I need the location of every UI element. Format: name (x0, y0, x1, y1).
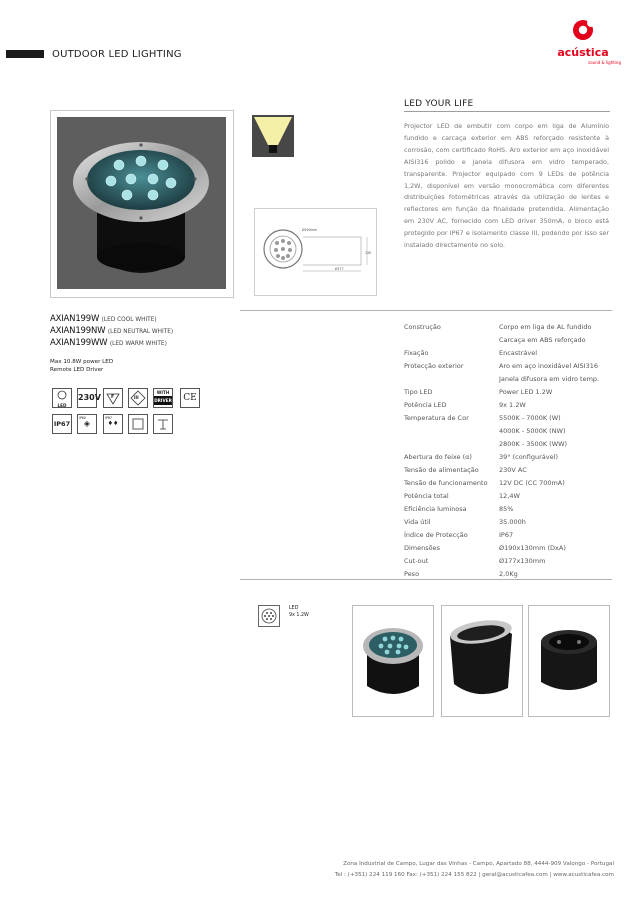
brand-name: acústica (557, 46, 609, 59)
led-icon: LED (52, 388, 72, 408)
thumbnail-side-view (441, 605, 523, 717)
spec-row: Potência total 12,4W (404, 492, 520, 500)
spec-row: Fixação Encastrável (404, 349, 538, 357)
divider-upper (240, 310, 612, 311)
page-category-title: OUTDOOR LED LIGHTING (52, 49, 182, 60)
ce-mark-icon: CE (180, 388, 200, 408)
recessed-mount-icon (128, 414, 148, 434)
ip67-water-icon: IP67 ♦♦ (103, 414, 123, 434)
ground-install-icon (153, 414, 173, 434)
spec-row: Tensão de alimentação 230V AC (404, 466, 527, 474)
spec-row: Dimensões Ø190x130mm (DxA) (404, 544, 566, 552)
led-config-text: LED 9x 1.2W (289, 606, 309, 618)
section-title-rule (404, 111, 610, 112)
thumbnail-front-view (352, 605, 434, 717)
extra-line-power: Max 10.8W power LED (50, 359, 114, 365)
spec-row: Vida útil 35.000h (404, 518, 526, 526)
model-extra-info (50, 358, 113, 374)
ip60-icon: IP60 ◈ (77, 414, 97, 434)
footer-address: Zona Industrial de Campo, Lugar das Vinhas - Campo, Apartado 88, 4444-909 Valongo - Portugal (343, 861, 614, 867)
dimension-height: 130 (365, 251, 372, 255)
spec-row: Construção Corpo em liga de AL fundido Carcaça em ABS reforçado (404, 323, 592, 344)
model-list (50, 314, 240, 350)
voltage-icon: 230V (77, 388, 97, 408)
led-config-icon (258, 605, 280, 627)
dimension-cutout: Ø177 (335, 267, 344, 271)
model-item: AXIAN199NW (LED NEUTRAL WHITE) (50, 326, 174, 336)
spec-row: Potência LED 9x 1.2W (404, 401, 526, 409)
brand-tagline: sound & lighting (588, 60, 621, 65)
product-description: Projector LED de embutir com corpo em liga de Alumínio fundido e carcaça exterior em ABS reforçado resistente à corrosão, com certificado RoHS. Aro exterior em aço inoxidável AISI316 polido e janela difusora em vidro temperado, transparente. Projector equipado com 9 LEDs de potência 1,2W, disponível em versão monocromática com diferentes distribuições fotométricas através da utilização de lentes e reflectores em função da finalidade pretendida. Alimentação em 230V AC, fornecido com LED driver 350mA, o bloco está protegido por IP67 e isolamento classe III, podendo por isso ser instalado directamente no solo. (404, 122, 609, 250)
model-item: AXIAN199W (LED COOL WHITE) (50, 314, 157, 324)
with-driver-icon: WITH DRIVER (153, 388, 173, 408)
extra-line-driver: Remote LED Driver (50, 367, 104, 373)
model-item: AXIAN199WW (LED WARM WHITE) (50, 338, 167, 348)
header-bar (6, 50, 44, 58)
spec-row: Abertura do feixe (α) 39° (configurável) (404, 453, 558, 461)
spec-row: Peso 2,0Kg (404, 570, 518, 578)
spec-row: Cut-out Ø177x130mm (404, 557, 546, 565)
dimension-drawing (254, 208, 377, 296)
beam-angle-icon (252, 115, 294, 157)
spec-table (404, 321, 612, 581)
spec-row: Tensão de funcionamento 12V DC (CC 700mA) (404, 479, 565, 487)
dimension-diameter: Ø190mm (302, 228, 317, 232)
spec-row: Índice de Protecção IP67 (404, 531, 514, 539)
product-photo-frame (50, 110, 234, 298)
spec-row: Tipo LED Power LED 1.2W (404, 388, 553, 396)
spec-row: Protecção exterior Aro em aço inoxidável AISI316 Janela difusora em vidro temp. (404, 362, 600, 383)
spec-row: Temperatura de Cor 5500K - 7000K (W) 4000K - 5000K (NW) 2800K - 3500K (WW) (404, 414, 568, 448)
thumbnail-housing-view (528, 605, 610, 717)
section-title: LED YOUR LIFE (404, 99, 474, 109)
spec-row: Eficiência luminosa 85% (404, 505, 514, 513)
class-iii-icon: III (128, 388, 148, 408)
footer-contact: Tel : (+351) 224 119 160 Fax: (+351) 224 155 822 | geral@acusticafea.com | www.acusticafea.com (334, 872, 614, 878)
f-mark-icon: F (103, 388, 123, 408)
ip-rating-icon: IP67 (52, 414, 72, 434)
product-photo (57, 117, 226, 289)
